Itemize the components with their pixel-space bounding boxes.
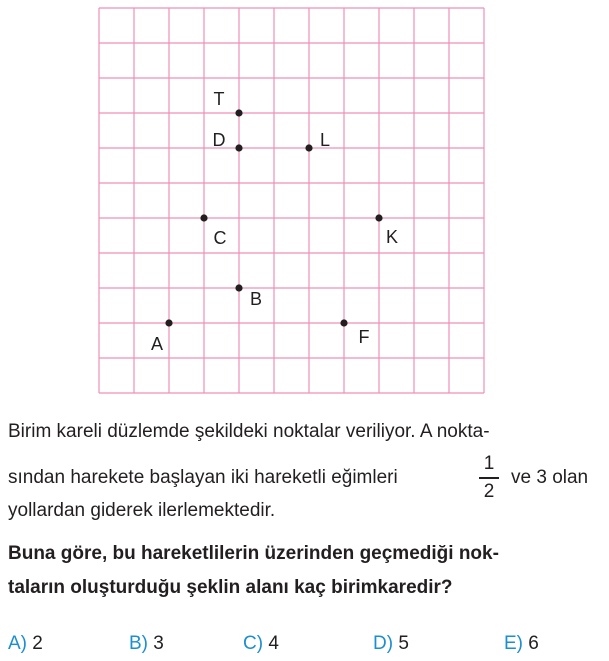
point-t [235, 109, 242, 116]
point-label-d: D [212, 130, 226, 150]
point-label-b: B [249, 289, 263, 309]
option-a-letter: A) [8, 633, 27, 654]
point-a [165, 319, 172, 326]
option-e-value: 6 [528, 633, 539, 654]
point-l [305, 144, 312, 151]
point-c [200, 214, 207, 221]
point-d [235, 144, 242, 151]
point-b [235, 284, 242, 291]
option-b-value: 3 [153, 633, 164, 654]
option-b[interactable] [129, 633, 164, 655]
option-a-value: 2 [32, 633, 43, 654]
point-label-f: F [358, 327, 370, 347]
option-c-letter: C) [243, 633, 264, 654]
fraction-numerator: 1 [483, 453, 495, 474]
question-line-2 [8, 467, 398, 489]
option-d-letter: D) [373, 633, 394, 654]
point-f [340, 319, 347, 326]
point-label-a: A [150, 334, 164, 354]
point-label-t: T [213, 89, 225, 109]
point-label-c: C [213, 228, 227, 248]
fraction-bar [479, 477, 499, 479]
option-c[interactable] [243, 633, 279, 655]
option-a[interactable] [8, 633, 43, 655]
point-label-k: K [385, 227, 399, 247]
point-k [375, 214, 382, 221]
option-c-value: 4 [268, 633, 279, 654]
point-label-l: L [319, 130, 331, 150]
question-bold-line-1: Buna göre, bu hareketlilerin üzerinden geçmediği nok- [8, 543, 499, 564]
fraction-denominator: 2 [483, 480, 495, 502]
question-line-2-after: ve 3 olan [511, 467, 589, 488]
option-b-letter: B) [129, 633, 148, 654]
option-d[interactable] [373, 633, 409, 655]
slope-fraction [479, 452, 499, 504]
option-e-letter: E) [504, 633, 523, 654]
question-line-1: Birim kareli düzlemde şekildeki noktalar veriliyor. A nokta- [8, 421, 490, 442]
question-line-2-before: sından harekete başlayan iki hareketli eğimleri [8, 467, 398, 488]
option-d-value: 5 [398, 633, 409, 654]
option-e[interactable] [504, 633, 539, 655]
question-line-3: yollardan giderek ilerlemektedir. [8, 500, 276, 521]
question-bold-line-2: taların oluşturduğu şeklin alanı kaç birimkaredir? [8, 577, 453, 598]
